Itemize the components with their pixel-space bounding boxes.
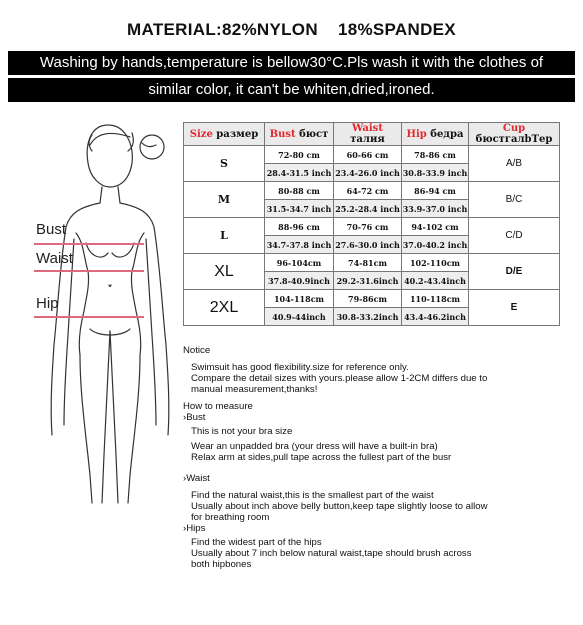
header-bust: Bust бюст xyxy=(265,123,334,146)
header-size: Size размер xyxy=(184,123,265,146)
header-cup: Cup бюстгалbТер xyxy=(469,123,560,146)
size-cell: XL xyxy=(184,254,265,290)
bust-cm-cell: 80-88 cm xyxy=(265,182,334,200)
notice-line: Compare the detail sizes with yours.please allow 1-2CM differs due to xyxy=(191,373,488,384)
size-cell: L xyxy=(184,218,265,254)
waist-section-heading: ›Waist xyxy=(183,473,210,484)
cup-cell: D/E xyxy=(469,254,560,290)
arrow-icon: › xyxy=(183,523,187,534)
hip-cm-cell: 78-86 cm xyxy=(402,146,469,164)
hip-cm-cell: 94-102 cm xyxy=(402,218,469,236)
waist-inch-cell: 23.4-26.0 inch xyxy=(334,164,402,182)
size-chart-table xyxy=(183,122,560,326)
hip-cm-cell: 102-110cm xyxy=(402,254,469,272)
bust-cm-cell: 88-96 cm xyxy=(265,218,334,236)
header-waist: Waist талия xyxy=(334,123,402,146)
material-title: MATERIAL:82%NYLON 18%SPANDEX xyxy=(127,20,456,39)
waist-cm-cell: 60-66 cm xyxy=(334,146,402,164)
cup-cell: B/C xyxy=(469,182,560,218)
bust-cm-cell: 104-118cm xyxy=(265,290,334,308)
notice-line: manual measurement,thanks! xyxy=(191,384,318,395)
header-hip: Hip бедра xyxy=(402,123,469,146)
waist-inch-cell: 30.8-33.2inch xyxy=(334,308,402,326)
table-row xyxy=(184,182,560,200)
bust-inch-cell: 40.9-44inch xyxy=(265,308,334,326)
waist-inch-cell: 29.2-31.6inch xyxy=(334,272,402,290)
bust-inch-cell: 37.8-40.9inch xyxy=(265,272,334,290)
waist-cm-cell: 79-86cm xyxy=(334,290,402,308)
bust-note-line: This is not your bra size xyxy=(191,426,293,437)
bust-cm-cell: 72-80 cm xyxy=(265,146,334,164)
bust-note-line: Wear an unpadded bra (your dress will have a built-in bra) xyxy=(191,441,438,452)
waist-measure-line xyxy=(34,270,144,272)
wash-banner-line1: Washing by hands,temperature is bellow30°C.Pls wash it with the clothes of xyxy=(8,51,575,75)
waist-note-line: Usually about inch above belly button,keep tape slightly loose to allow xyxy=(191,501,488,512)
table-header-row xyxy=(184,123,560,146)
bust-inch-cell: 34.7-37.8 inch xyxy=(265,236,334,254)
hip-inch-cell: 37.0-40.2 inch xyxy=(402,236,469,254)
hip-inch-cell: 43.4-46.2inch xyxy=(402,308,469,326)
waist-inch-cell: 25.2-28.4 inch xyxy=(334,200,402,218)
table-row xyxy=(184,146,560,164)
hip-inch-cell: 30.8-33.9 inch xyxy=(402,164,469,182)
waist-label: Waist xyxy=(36,250,73,267)
cup-cell: A/B xyxy=(469,146,560,182)
waist-cm-cell: 64-72 cm xyxy=(334,182,402,200)
waist-note-line: Find the natural waist,this is the smallest part of the waist xyxy=(191,490,434,501)
waist-inch-cell: 27.6-30.0 inch xyxy=(334,236,402,254)
notice-line: Swimsuit has good flexibility.size for reference only. xyxy=(191,362,409,373)
size-cell: S xyxy=(184,146,265,182)
table-row xyxy=(184,254,560,272)
waist-cm-cell: 70-76 cm xyxy=(334,218,402,236)
bust-cm-cell: 96-104cm xyxy=(265,254,334,272)
size-cell: M xyxy=(184,182,265,218)
bust-label: Bust xyxy=(36,221,67,238)
size-cell: 2XL xyxy=(184,290,265,326)
table-row xyxy=(184,218,560,236)
hips-section-heading: ›Hips xyxy=(183,523,206,534)
wash-banner-line2: similar color, it can't be whiten,dried,ironed. xyxy=(8,78,575,102)
waist-note-line: for breathing room xyxy=(191,512,270,523)
waist-cm-cell: 74-81cm xyxy=(334,254,402,272)
bust-measure-line xyxy=(34,243,144,245)
hips-note-line: Find the widest part of the hips xyxy=(191,537,322,548)
hip-inch-cell: 33.9-37.0 inch xyxy=(402,200,469,218)
arrow-icon: › xyxy=(183,473,187,484)
hip-cm-cell: 110-118cm xyxy=(402,290,469,308)
cup-cell: E xyxy=(469,290,560,326)
cup-cell: C/D xyxy=(469,218,560,254)
hip-measure-line xyxy=(34,316,144,318)
bust-inch-cell: 28.4-31.5 inch xyxy=(265,164,334,182)
hips-note-line: Usually about 7 inch below natural waist,tape should brush across xyxy=(191,548,472,559)
table-row xyxy=(184,290,560,308)
bust-inch-cell: 31.5-34.7 inch xyxy=(265,200,334,218)
bust-note-line: Relax arm at sides,pull tape across the fullest part of the busr xyxy=(191,452,452,463)
arrow-icon: › xyxy=(183,412,187,423)
hips-note-line: both hipbones xyxy=(191,559,252,570)
hip-inch-cell: 40.2-43.4inch xyxy=(402,272,469,290)
bust-section-heading: ›Bust xyxy=(183,412,206,423)
measurement-notes xyxy=(183,345,578,570)
hip-label: Hip xyxy=(36,295,59,312)
hip-cm-cell: 86-94 cm xyxy=(402,182,469,200)
notice-heading: Notice xyxy=(183,345,211,356)
how-to-measure-heading: How to measure xyxy=(183,401,253,412)
